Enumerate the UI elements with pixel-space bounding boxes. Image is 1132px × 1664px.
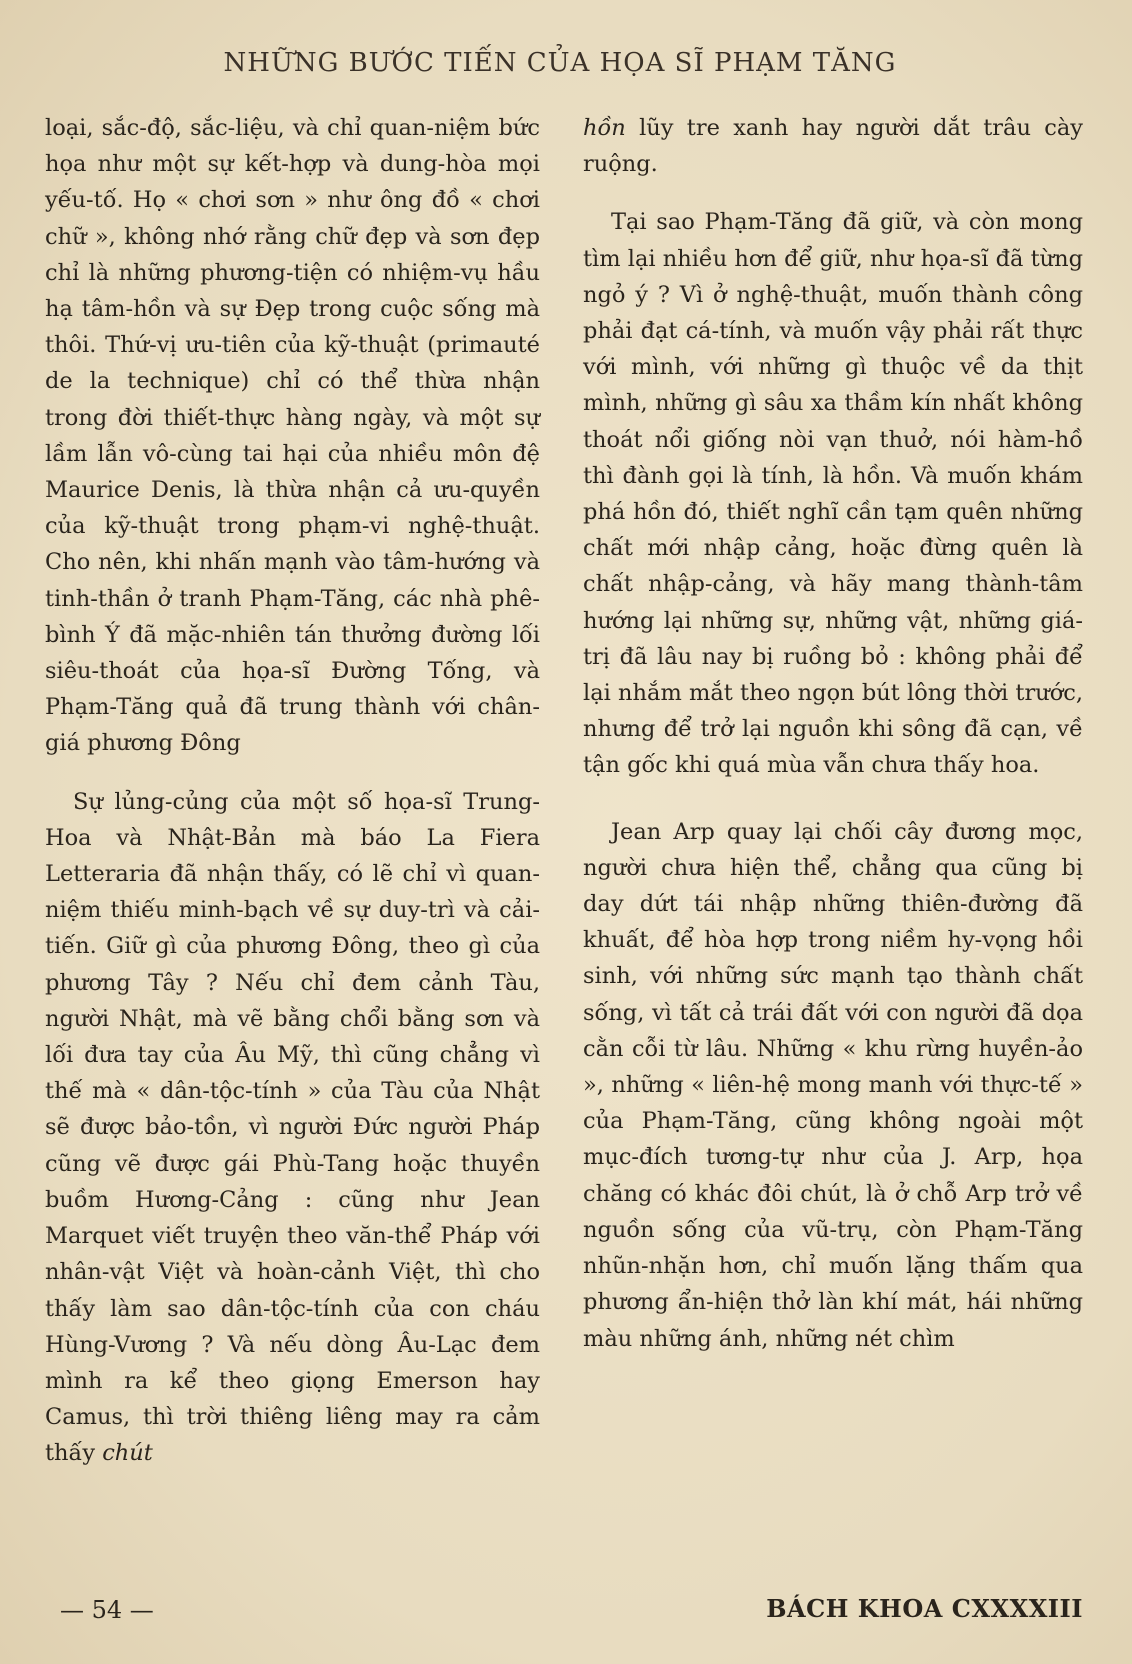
- left-paragraph-2: [45, 784, 540, 1472]
- right-paragraph-0-italic: hồn: [583, 115, 626, 141]
- running-head: NHỮNG BƯỚC TIẾN CỦA HỌA SĨ PHẠM TĂNG: [223, 48, 897, 78]
- right-column: [583, 110, 1083, 1357]
- left-paragraph-2-text: Sự lủng-củng của một số họa-sĩ Trung-Hoa và Nhật-Bản mà báo La Fiera Letteraria đã nhận thấy, có lẽ chỉ vì quan-niệm thiếu minh-bạch về sự duy-trì và cải-tiến. Giữ gì của phương Đông, theo gì của phương Tây ? Nếu chỉ đem cảnh Tàu, người Nhật, mà vẽ bằng chổi bằng sơn và lối đưa tay của Âu Mỹ, thì cũng chẳng vì thế mà « dân-tộc-tính » của Tàu của Nhật sẽ được bảo-tồn, vì người Đức người Pháp cũng vẽ được gái Phù-Tang hoặc thuyền buồm Hương-Cảng : cũng như Jean Marquet viết truyện theo văn-thể Pháp với nhân-vật Việt và hoàn-cảnh Việt, thì cho thấy làm sao dân-tộc-tính của con cháu Hùng-Vương ? Và nếu dòng Âu-Lạc đem mình ra kể theo giọng Emerson hay Camus, thì trời thiêng liêng may ra cảm thấy: [45, 788, 540, 1467]
- left-paragraph-1: loại, sắc-độ, sắc-liệu, và chỉ quan-niệm bức họa như một sự kết-hợp và dung-hòa mọi yếu-tố. Họ « chơi sơn » như ông đồ « chơi chữ », không nhớ rằng chữ đẹp và sơn đẹp chỉ là những phương-tiện có nhiệm-vụ hầu hạ tâm-hồn và sự Đẹp trong cuộc sống mà thôi. Thứ-vị ưu-tiên của kỹ-thuật (primauté de la technique) chỉ có thể thừa nhận trong đời thiết-thực hàng ngày, và một sự lầm lẫn vô-cùng tai hại của nhiều môn đệ Maurice Denis, là thừa nhận cả ưu-quyền của kỹ-thuật trong phạm-vi nghệ-thuật. Cho nên, khi nhấn mạnh vào tâm-hướng và tinh-thần ở tranh Phạm-Tăng, các nhà phê-bình Ý đã mặc-nhiên tán thưởng đường lối siêu-thoát của họa-sĩ Đường Tống, và Phạm-Tăng quả đã trung thành với chân-giá phương Đông: [45, 115, 540, 757]
- left-paragraph-2-italic: chút: [102, 1440, 153, 1467]
- right-paragraph-0: [583, 110, 1083, 182]
- left-column: [45, 110, 540, 1472]
- publication-name: BÁCH KHOA CXXXXIII: [766, 1594, 1083, 1623]
- right-paragraph-0-text: lũy tre xanh hay người dắt trâu cày ruộng.: [583, 115, 1083, 178]
- right-paragraph-2: Jean Arp quay lại chối cây đương mọc, người chưa hiện thể, chẳng qua cũng bị day dứt tái nhập những thiên-đường đã khuất, để hòa hợp trong niềm hy-vọng hồi sinh, với những sức mạnh tạo thành chất sống, vì tất cả trái đất với con người đã dọa cằn cỗi từ lâu. Những « khu rừng huyền-ảo », những « liên-hệ mong manh với thực-tế » của Phạm-Tăng, cũng không ngoài một mục-đích tương-tự như của J. Arp, họa chăng có khác đôi chút, là ở chỗ Arp trở về nguồn sống của vũ-trụ, còn Phạm-Tăng nhũn-nhặn hơn, chỉ muốn lặng thấm qua phương ẩn-hiện thở làn khí mát, hái những màu những ánh, những nét chìm: [583, 818, 1083, 1352]
- right-paragraph-1: Tại sao Phạm-Tăng đã giữ, và còn mong tìm lại nhiều hơn để giữ, như họa-sĩ đã từng ngỏ ý ? Vì ở nghệ-thuật, muốn thành công phải đạt cá-tính, và muốn vậy phải rất thực với mình, với những gì thuộc về da thịt mình, những gì sâu xa thầm kín nhất không thoát nổi giống nòi vạn thuở, nói hàm-hồ thì đành gọi là tính, là hồn. Và muốn khám phá hồn đó, thiết nghĩ cần tạm quên những chất mới nhập cảng, hoặc đừng quên là chất nhập-cảng, và hãy mang thành-tâm hướng lại những sự, những vật, những giá-trị đã lâu nay bị ruồng bỏ : không phải để lại nhắm mắt theo ngọn bút lông thời trước, nhưng để trở lại nguồn khi sông đã cạn, về tận gốc khi quá mùa vẫn chưa thấy hoa.: [583, 209, 1083, 779]
- page-number: — 54 —: [60, 1596, 154, 1624]
